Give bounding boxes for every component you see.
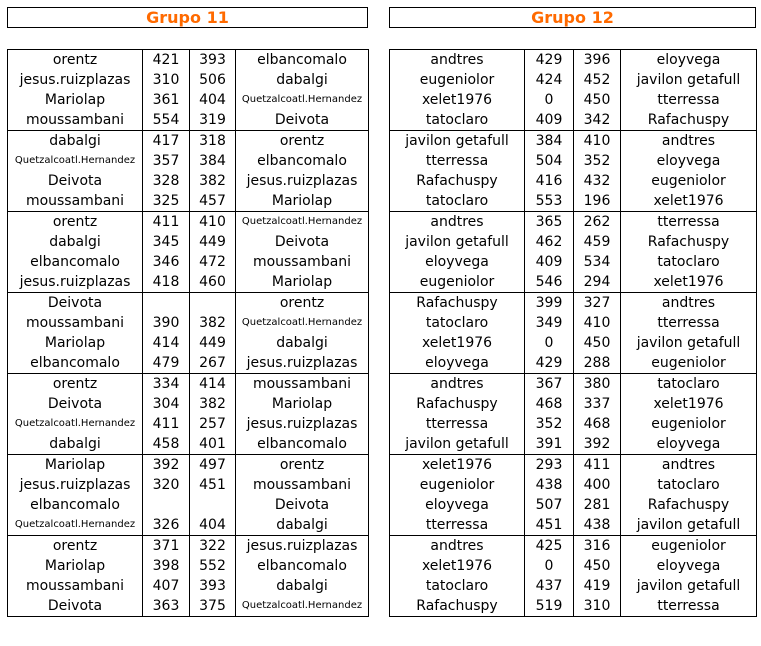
score-right: 319 — [190, 110, 236, 131]
player-left: moussambani — [25, 193, 125, 209]
player-right: tatoclaro — [657, 477, 720, 493]
player-left: Mariolap — [8, 455, 143, 476]
score-left: 0 — [525, 333, 574, 353]
match-row — [8, 151, 369, 171]
match-row — [390, 536, 757, 557]
score-right: 460 — [190, 272, 236, 293]
player-left: jesus.ruizplazas — [19, 477, 131, 493]
score-left: 352 — [525, 414, 574, 434]
player-left: javilon getafull — [405, 234, 509, 250]
group-12-title: Grupo 12 — [389, 7, 756, 28]
player-right: Mariolap — [271, 274, 333, 290]
player-left: jesus.ruizplazas — [19, 72, 131, 88]
player-right: dabalgi — [276, 578, 328, 594]
player-right: dabalgi — [276, 517, 328, 533]
match-row — [390, 232, 757, 252]
match-row — [8, 272, 369, 293]
score-right: 322 — [190, 536, 236, 557]
player-right: xelet1976 — [653, 396, 724, 412]
score-right: 342 — [574, 110, 621, 131]
player-right: andtres — [621, 455, 757, 476]
match-row — [390, 515, 757, 536]
player-left: Rafachuspy — [416, 396, 498, 412]
match-row — [390, 272, 757, 293]
score-left: 458 — [143, 434, 190, 455]
player-right: jesus.ruizplazas — [236, 536, 369, 557]
score-left: 519 — [525, 596, 574, 617]
player-right: Deivota — [274, 234, 330, 250]
player-right: elbancomalo — [257, 153, 347, 169]
score-left: 438 — [525, 475, 574, 495]
player-right: eugeniolor — [651, 173, 726, 189]
score-left: 390 — [143, 313, 190, 333]
score-left: 367 — [525, 374, 574, 395]
match-row — [390, 131, 757, 152]
score-left: 418 — [143, 272, 190, 293]
player-right: tterressa — [657, 315, 720, 331]
score-left: 293 — [525, 455, 574, 476]
player-right: Mariolap — [271, 193, 333, 209]
score-left: 429 — [525, 353, 574, 374]
match-row — [8, 232, 369, 252]
score-left: 361 — [143, 90, 190, 110]
player-left: andtres — [390, 50, 525, 71]
match-row — [390, 576, 757, 596]
player-left: xelet1976 — [421, 558, 493, 574]
player-left: xelet1976 — [421, 335, 493, 351]
match-row — [390, 90, 757, 110]
player-right: eugeniolor — [651, 416, 726, 432]
score-left: 320 — [143, 475, 190, 495]
score-left: 546 — [525, 272, 574, 293]
score-left: 414 — [143, 333, 190, 353]
player-right: eugeniolor — [651, 355, 726, 371]
player-left: xelet1976 — [390, 455, 525, 476]
player-left: orentz — [8, 212, 143, 233]
match-row — [390, 353, 757, 374]
match-row — [8, 455, 369, 476]
match-row — [8, 576, 369, 596]
player-right: orentz — [236, 131, 369, 152]
player-left: jesus.ruizplazas — [19, 274, 131, 290]
player-left: eloyvega — [425, 355, 489, 371]
score-right: 459 — [574, 232, 621, 252]
score-right: 281 — [574, 495, 621, 515]
match-row — [8, 50, 369, 71]
score-left: 409 — [525, 252, 574, 272]
score-left: 326 — [143, 515, 190, 536]
player-right: Quetzalcoatl.Hernandez — [241, 600, 363, 611]
match-row — [390, 434, 757, 455]
player-left: Rafachuspy — [416, 598, 498, 614]
match-row — [390, 151, 757, 171]
match-row — [8, 434, 369, 455]
score-right: 449 — [190, 232, 236, 252]
match-row — [8, 353, 369, 374]
player-left: tatoclaro — [425, 193, 489, 209]
score-left: 304 — [143, 394, 190, 414]
match-row — [8, 596, 369, 617]
score-left: 409 — [525, 110, 574, 131]
score-right: 411 — [574, 455, 621, 476]
score-right: 382 — [190, 394, 236, 414]
score-right: 419 — [574, 576, 621, 596]
player-left: dabalgi — [49, 436, 101, 452]
score-left: 384 — [525, 131, 574, 152]
match-row — [8, 252, 369, 272]
player-right: Deivota — [274, 497, 330, 513]
score-right: 380 — [574, 374, 621, 395]
player-right: eloyvega — [621, 50, 757, 71]
player-left: Rafachuspy — [416, 173, 498, 189]
player-left: eloyvega — [425, 254, 489, 270]
match-row — [390, 596, 757, 617]
score-left: 325 — [143, 191, 190, 212]
player-left: Mariolap — [44, 92, 106, 108]
player-right: jesus.ruizplazas — [246, 173, 358, 189]
score-left: 363 — [143, 596, 190, 617]
player-left: eugeniolor — [419, 72, 495, 88]
score-right: 452 — [574, 70, 621, 90]
match-row — [390, 171, 757, 191]
score-left: 504 — [525, 151, 574, 171]
player-right: tterressa — [657, 598, 720, 614]
player-right: elbancomalo — [236, 50, 369, 71]
player-left: moussambani — [25, 315, 125, 331]
score-left: 417 — [143, 131, 190, 152]
player-right: orentz — [236, 455, 369, 476]
score-right: 392 — [574, 434, 621, 455]
score-left: 437 — [525, 576, 574, 596]
score-left: 398 — [143, 556, 190, 576]
player-left: eugeniolor — [419, 274, 495, 290]
score-left: 425 — [525, 536, 574, 557]
player-left: orentz — [8, 50, 143, 71]
score-right: 410 — [574, 313, 621, 333]
score-left: 424 — [525, 70, 574, 90]
player-right: Quetzalcoatl.Hernandez — [241, 317, 363, 328]
score-left: 334 — [143, 374, 190, 395]
score-right: 375 — [190, 596, 236, 617]
player-right: Mariolap — [271, 396, 333, 412]
match-row — [8, 394, 369, 414]
score-left: 421 — [143, 50, 190, 71]
player-left: moussambani — [25, 112, 125, 128]
player-left: javilon getafull — [405, 436, 509, 452]
player-right: andtres — [621, 131, 757, 152]
player-left: tterressa — [425, 153, 489, 169]
score-left: 345 — [143, 232, 190, 252]
score-right: 410 — [190, 212, 236, 233]
score-left: 349 — [525, 313, 574, 333]
player-left: tatoclaro — [425, 112, 489, 128]
match-row — [390, 212, 757, 233]
match-row — [8, 414, 369, 434]
match-row — [390, 374, 757, 395]
match-row — [8, 293, 369, 314]
match-row — [8, 191, 369, 212]
match-row — [390, 50, 757, 71]
score-right: 497 — [190, 455, 236, 476]
match-row — [390, 455, 757, 476]
player-left: eugeniolor — [419, 477, 495, 493]
score-right: 449 — [190, 333, 236, 353]
player-left: tatoclaro — [425, 315, 489, 331]
score-right: 318 — [190, 131, 236, 152]
player-left: dabalgi — [49, 234, 101, 250]
player-right: jesus.ruizplazas — [246, 355, 358, 371]
score-right: 414 — [190, 374, 236, 395]
score-right: 267 — [190, 353, 236, 374]
match-row — [390, 252, 757, 272]
player-right: elbancomalo — [257, 558, 347, 574]
player-left: Mariolap — [44, 335, 106, 351]
score-left: 407 — [143, 576, 190, 596]
player-right: Rafachuspy — [647, 497, 730, 513]
match-row — [8, 333, 369, 353]
player-right: javilon getafull — [636, 335, 741, 351]
score-right — [190, 495, 236, 515]
player-right: tatoclaro — [657, 254, 720, 270]
player-right: elbancomalo — [257, 436, 347, 452]
player-right: tterressa — [621, 212, 757, 233]
match-row — [8, 495, 369, 515]
match-row — [390, 313, 757, 333]
score-left: 429 — [525, 50, 574, 71]
player-right: eloyvega — [656, 436, 721, 452]
score-right: 472 — [190, 252, 236, 272]
match-row — [390, 495, 757, 515]
player-left: xelet1976 — [421, 92, 493, 108]
player-right: orentz — [236, 293, 369, 314]
match-row — [8, 70, 369, 90]
player-right: Quetzalcoatl.Hernandez — [241, 94, 363, 105]
score-left — [143, 495, 190, 515]
match-row — [390, 191, 757, 212]
score-left — [143, 293, 190, 314]
score-right: 457 — [190, 191, 236, 212]
score-right: 288 — [574, 353, 621, 374]
score-right: 393 — [190, 50, 236, 71]
score-left: 416 — [525, 171, 574, 191]
player-right: Deivota — [274, 112, 330, 128]
score-left: 392 — [143, 455, 190, 476]
score-left: 328 — [143, 171, 190, 191]
match-row — [8, 313, 369, 333]
player-right: Rafachuspy — [647, 234, 730, 250]
score-left: 371 — [143, 536, 190, 557]
score-right: 404 — [190, 90, 236, 110]
match-row — [390, 394, 757, 414]
player-right: xelet1976 — [653, 274, 724, 290]
score-right: 438 — [574, 515, 621, 536]
score-right: 450 — [574, 333, 621, 353]
player-left: Deivota — [8, 293, 143, 314]
player-right: eloyvega — [656, 558, 721, 574]
score-right: 451 — [190, 475, 236, 495]
match-row — [8, 171, 369, 191]
player-left: dabalgi — [8, 131, 143, 152]
score-right: 382 — [190, 313, 236, 333]
score-right: 382 — [190, 171, 236, 191]
score-right: 401 — [190, 434, 236, 455]
player-left: moussambani — [25, 578, 125, 594]
match-row — [390, 475, 757, 495]
player-right: eugeniolor — [621, 536, 757, 557]
match-row — [8, 110, 369, 131]
player-left: andtres — [390, 536, 525, 557]
score-left: 0 — [525, 90, 574, 110]
score-left: 411 — [143, 414, 190, 434]
player-right: javilon getafull — [636, 72, 741, 88]
score-right: 294 — [574, 272, 621, 293]
player-right: dabalgi — [276, 72, 328, 88]
player-left: tatoclaro — [425, 578, 489, 594]
score-right: 262 — [574, 212, 621, 233]
player-left: Quetzalcoatl.Hernandez — [14, 519, 136, 530]
score-right: 410 — [574, 131, 621, 152]
player-right: tatoclaro — [621, 374, 757, 395]
player-left: Rafachuspy — [390, 293, 525, 314]
player-left: orentz — [8, 536, 143, 557]
match-row — [390, 70, 757, 90]
player-right: eloyvega — [656, 153, 721, 169]
player-left: elbancomalo — [30, 254, 120, 270]
score-left: 554 — [143, 110, 190, 131]
score-right: 534 — [574, 252, 621, 272]
score-right: 337 — [574, 394, 621, 414]
match-row — [8, 536, 369, 557]
group-11-table — [7, 49, 369, 617]
match-row — [8, 212, 369, 233]
player-right: moussambani — [252, 477, 352, 493]
player-left: Quetzalcoatl.Hernandez — [14, 155, 136, 166]
score-left: 310 — [143, 70, 190, 90]
player-left: Deivota — [47, 598, 103, 614]
player-left: elbancomalo — [30, 497, 120, 513]
player-right: dabalgi — [276, 335, 328, 351]
match-row — [8, 131, 369, 152]
player-right: jesus.ruizplazas — [246, 416, 358, 432]
player-left: andtres — [390, 212, 525, 233]
score-right: 310 — [574, 596, 621, 617]
score-right: 393 — [190, 576, 236, 596]
score-right: 400 — [574, 475, 621, 495]
score-right: 432 — [574, 171, 621, 191]
score-right: 396 — [574, 50, 621, 71]
score-left: 391 — [525, 434, 574, 455]
match-row — [8, 556, 369, 576]
match-row — [390, 556, 757, 576]
score-right: 257 — [190, 414, 236, 434]
score-right: 450 — [574, 556, 621, 576]
score-right: 450 — [574, 90, 621, 110]
score-left: 365 — [525, 212, 574, 233]
player-left: orentz — [8, 374, 143, 395]
score-right: 352 — [574, 151, 621, 171]
score-right — [190, 293, 236, 314]
player-right: javilon getafull — [636, 517, 741, 533]
score-left: 411 — [143, 212, 190, 233]
match-row — [8, 515, 369, 536]
player-left: eloyvega — [425, 497, 489, 513]
match-row — [390, 110, 757, 131]
player-left: Mariolap — [44, 558, 106, 574]
match-row — [390, 333, 757, 353]
match-row — [8, 374, 369, 395]
score-left: 399 — [525, 293, 574, 314]
player-right: andtres — [621, 293, 757, 314]
score-left: 468 — [525, 394, 574, 414]
player-left: Quetzalcoatl.Hernandez — [14, 418, 136, 429]
player-right: tterressa — [657, 92, 720, 108]
score-left: 553 — [525, 191, 574, 212]
match-row — [390, 293, 757, 314]
player-left: andtres — [390, 374, 525, 395]
score-right: 196 — [574, 191, 621, 212]
score-left: 507 — [525, 495, 574, 515]
score-right: 468 — [574, 414, 621, 434]
score-left: 0 — [525, 556, 574, 576]
player-right: javilon getafull — [636, 578, 741, 594]
score-right: 404 — [190, 515, 236, 536]
match-row — [8, 475, 369, 495]
player-left: tterressa — [425, 416, 489, 432]
player-left: elbancomalo — [30, 355, 120, 371]
player-left: tterressa — [425, 517, 489, 533]
score-left: 462 — [525, 232, 574, 252]
score-right: 384 — [190, 151, 236, 171]
player-right: xelet1976 — [653, 193, 724, 209]
score-left: 346 — [143, 252, 190, 272]
player-right: Quetzalcoatl.Hernandez — [236, 212, 369, 233]
score-left: 357 — [143, 151, 190, 171]
player-right: moussambani — [252, 254, 352, 270]
player-right: Rafachuspy — [647, 112, 730, 128]
match-row — [8, 90, 369, 110]
score-left: 479 — [143, 353, 190, 374]
player-left: javilon getafull — [390, 131, 525, 152]
match-row — [390, 414, 757, 434]
score-left: 451 — [525, 515, 574, 536]
group-12-table — [389, 49, 757, 617]
score-right: 506 — [190, 70, 236, 90]
player-left: Deivota — [47, 173, 103, 189]
score-right: 327 — [574, 293, 621, 314]
score-right: 552 — [190, 556, 236, 576]
player-left: Deivota — [47, 396, 103, 412]
group-11-title: Grupo 11 — [7, 7, 368, 28]
score-right: 316 — [574, 536, 621, 557]
player-right: moussambani — [236, 374, 369, 395]
